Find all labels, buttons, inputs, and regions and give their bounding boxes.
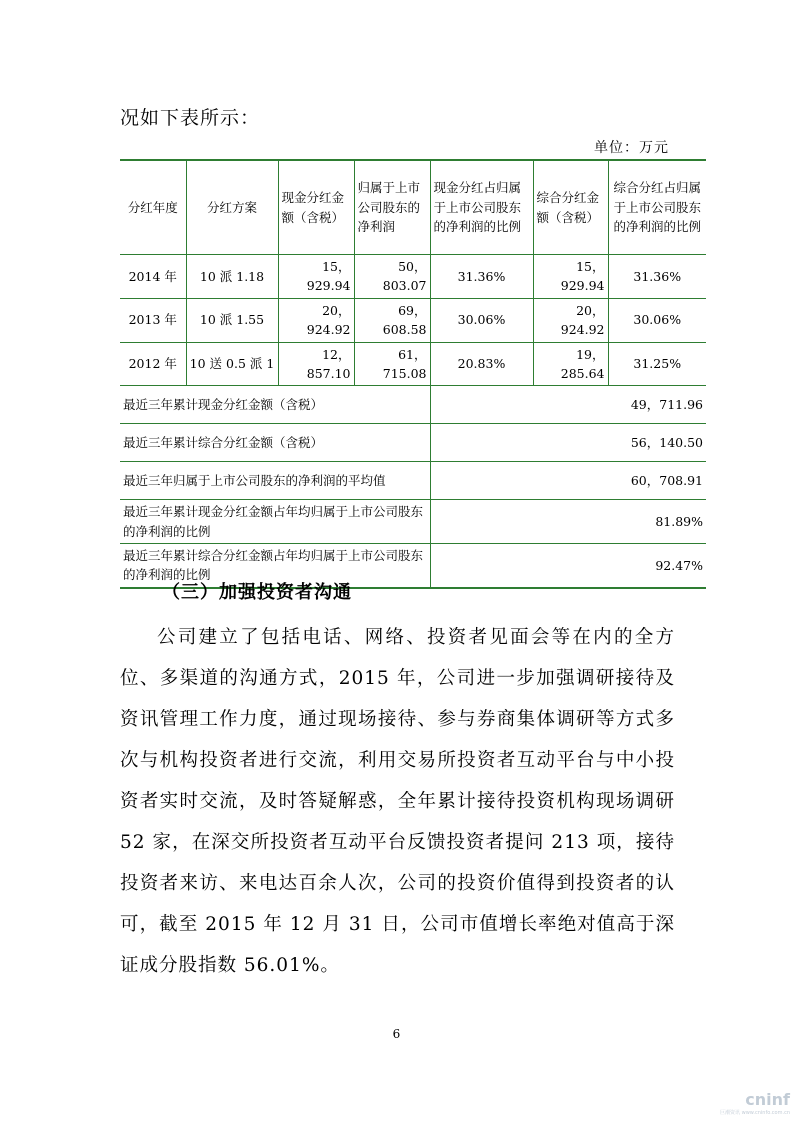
summary-row: [120, 500, 706, 544]
table-cell: 19，285.64: [533, 342, 608, 386]
summary-label: 最近三年累计现金分红金额（含税）: [120, 386, 430, 424]
table-row: [120, 298, 706, 342]
summary-value: 49，711.96: [430, 386, 706, 424]
table-cell: 31.25%: [608, 342, 706, 386]
header-cell: 综合分红占归属于上市公司股东的净利润的比例: [608, 160, 706, 255]
table-header-row: [120, 160, 706, 255]
dividend-table: [120, 159, 706, 589]
header-cell: 现金分红占归属于上市公司股东的净利润的比例: [430, 160, 533, 255]
summary-label: 最近三年归属于上市公司股东的净利润的平均值: [120, 462, 430, 500]
watermark-subtext: 巨潮资讯 www.cninfo.com.cn: [720, 1110, 790, 1116]
header-cell: 归属于上市公司股东的净利润: [354, 160, 430, 255]
table-row: [120, 342, 706, 386]
summary-value: 60，708.91: [430, 462, 706, 500]
header-cell: 分红年度: [120, 160, 186, 255]
summary-label: 最近三年累计综合分红金额（含税）: [120, 424, 430, 462]
table-cell: 2013 年: [120, 298, 186, 342]
summary-row: [120, 386, 706, 424]
watermark-logo-text: cninf: [745, 1090, 790, 1109]
table-cell: 31.36%: [608, 255, 706, 299]
table-cell: 20，924.92: [533, 298, 608, 342]
table-cell: 15，929.94: [533, 255, 608, 299]
table-cell: 50，803.07: [354, 255, 430, 299]
page-number: 6: [392, 1027, 401, 1041]
summary-value: 92.47%: [430, 544, 706, 588]
header-cell: 现金分红金额（含税）: [278, 160, 354, 255]
summary-label: 最近三年累计现金分红金额占年均归属于上市公司股东的净利润的比例: [120, 500, 430, 544]
header-cell: 分红方案: [186, 160, 278, 255]
summary-row: [120, 462, 706, 500]
section-heading: （三）加强投资者沟通: [162, 582, 352, 603]
table-cell: 10 派 1.55: [186, 298, 278, 342]
table-cell: 20，924.92: [278, 298, 354, 342]
table-row: [120, 255, 706, 299]
header-cell: 综合分红金额（含税）: [533, 160, 608, 255]
table-cell: 30.06%: [608, 298, 706, 342]
unit-label: 单位：万元: [594, 140, 669, 156]
summary-row: [120, 424, 706, 462]
table-cell: 12，857.10: [278, 342, 354, 386]
table-cell: 20.83%: [430, 342, 533, 386]
summary-value: 56，140.50: [430, 424, 706, 462]
table-cell: 10 送 0.5 派 1: [186, 342, 278, 386]
body-paragraph: 公司建立了包括电话、网络、投资者见面会等在内的全方位、多渠道的沟通方式，2015 年，公司进一步加强调研接待及资讯管理工作力度，通过现场接待、参与券商集体调研等方式多次与机构投资者进行交流，利用交易所投资者互动平台与中小投资者实时交流，及时答疑解惑，全年累计接待投资机构现场调研 52 家，在深交所投资者互动平台反馈投资者提问 213 项，接待投资者来访、来电达百余人次，公司的投资价值得到投资者的认可，截至 2015 年 12 月 31 日，公司市值增长率绝对值高于深证成分股指数 56.01%。: [120, 627, 675, 976]
table-cell: 61，715.08: [354, 342, 430, 386]
table-cell: 10 派 1.18: [186, 255, 278, 299]
intro-text: 况如下表所示：: [120, 107, 261, 129]
table-cell: 30.06%: [430, 298, 533, 342]
table-cell: 2014 年: [120, 255, 186, 299]
table-cell: 31.36%: [430, 255, 533, 299]
summary-label: 最近三年累计综合分红金额占年均归属于上市公司股东的净利润的比例: [120, 544, 430, 588]
summary-value: 81.89%: [430, 500, 706, 544]
table-cell: 2012 年: [120, 342, 186, 386]
table-cell: 15，929.94: [278, 255, 354, 299]
watermark-logo: [700, 1090, 790, 1116]
table-cell: 69，608.58: [354, 298, 430, 342]
